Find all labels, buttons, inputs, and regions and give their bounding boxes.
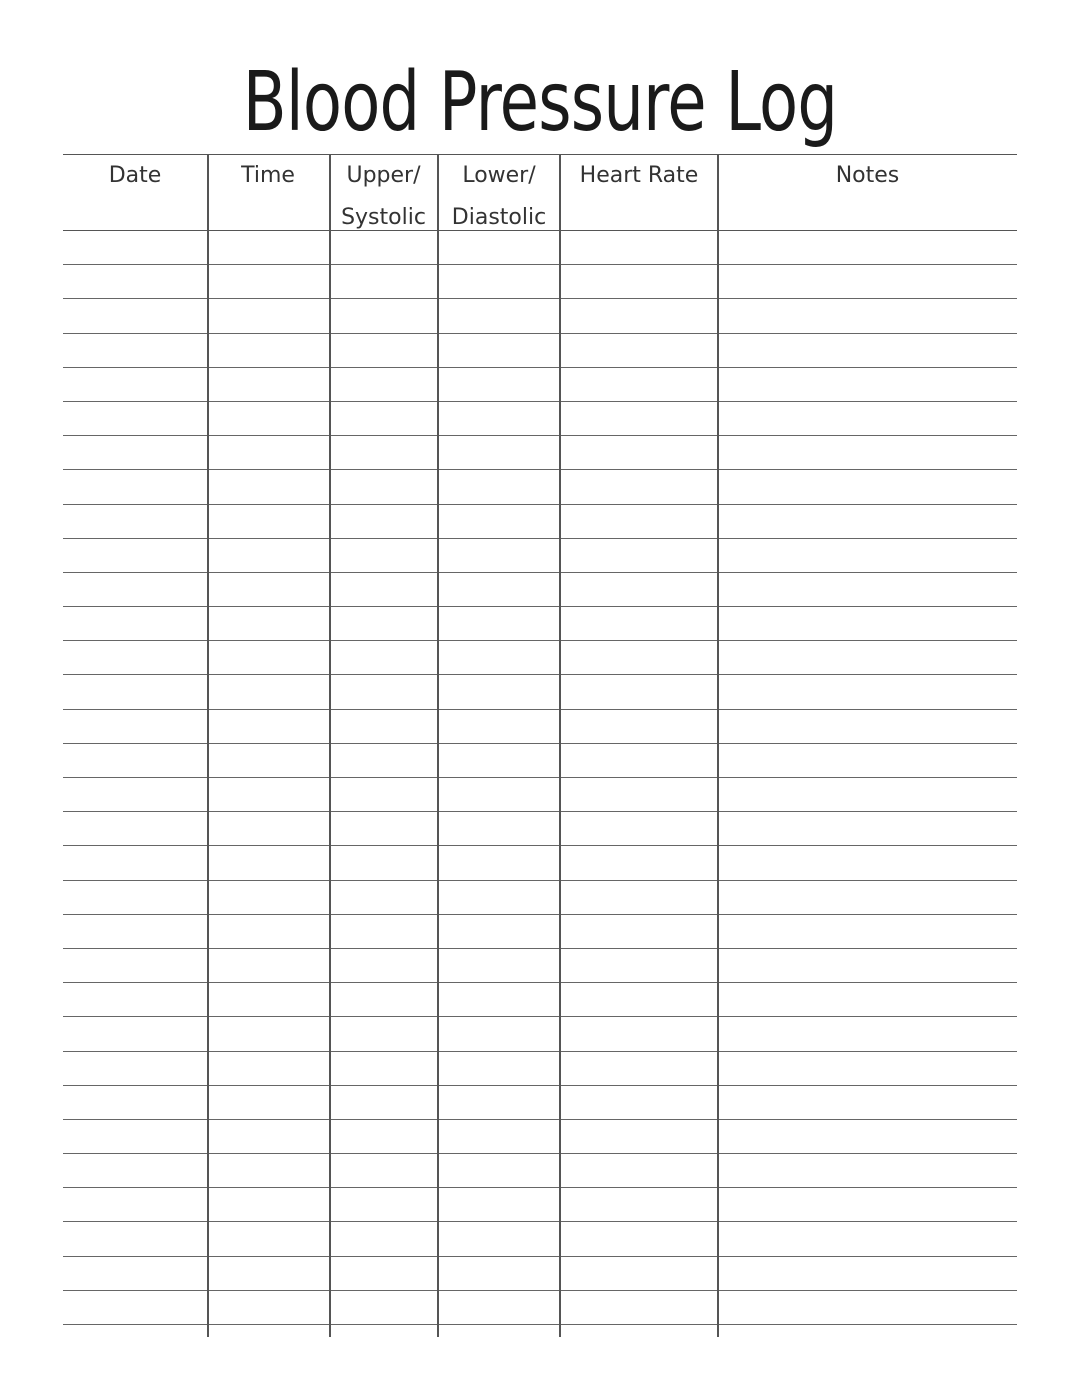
page-title: Blood Pressure Log	[242, 55, 838, 150]
column-divider	[437, 155, 439, 1337]
column-header-heart-rate	[560, 155, 718, 230]
column-header-time	[207, 155, 329, 230]
column-header-lower-label: Lower/	[462, 163, 536, 188]
column-header-notes	[718, 155, 1017, 230]
column-divider	[329, 155, 331, 1337]
column-divider	[717, 155, 719, 1337]
log-table	[63, 154, 1017, 1325]
column-header-upper-label: Upper/	[346, 163, 421, 188]
column-header-upper-systolic	[329, 155, 438, 230]
column-divider	[207, 155, 209, 1337]
column-header-systolic-label: Systolic	[341, 205, 426, 230]
column-header-date	[63, 155, 207, 230]
column-header-lower-diastolic	[438, 155, 560, 230]
column-header-notes-label: Notes	[835, 163, 900, 188]
column-divider	[559, 155, 561, 1337]
column-header-heart-rate-label: Heart Rate	[579, 163, 699, 188]
column-header-diastolic-label: Diastolic	[451, 205, 547, 230]
column-header-date-label: Date	[108, 163, 162, 188]
column-header-time-label: Time	[241, 163, 295, 188]
